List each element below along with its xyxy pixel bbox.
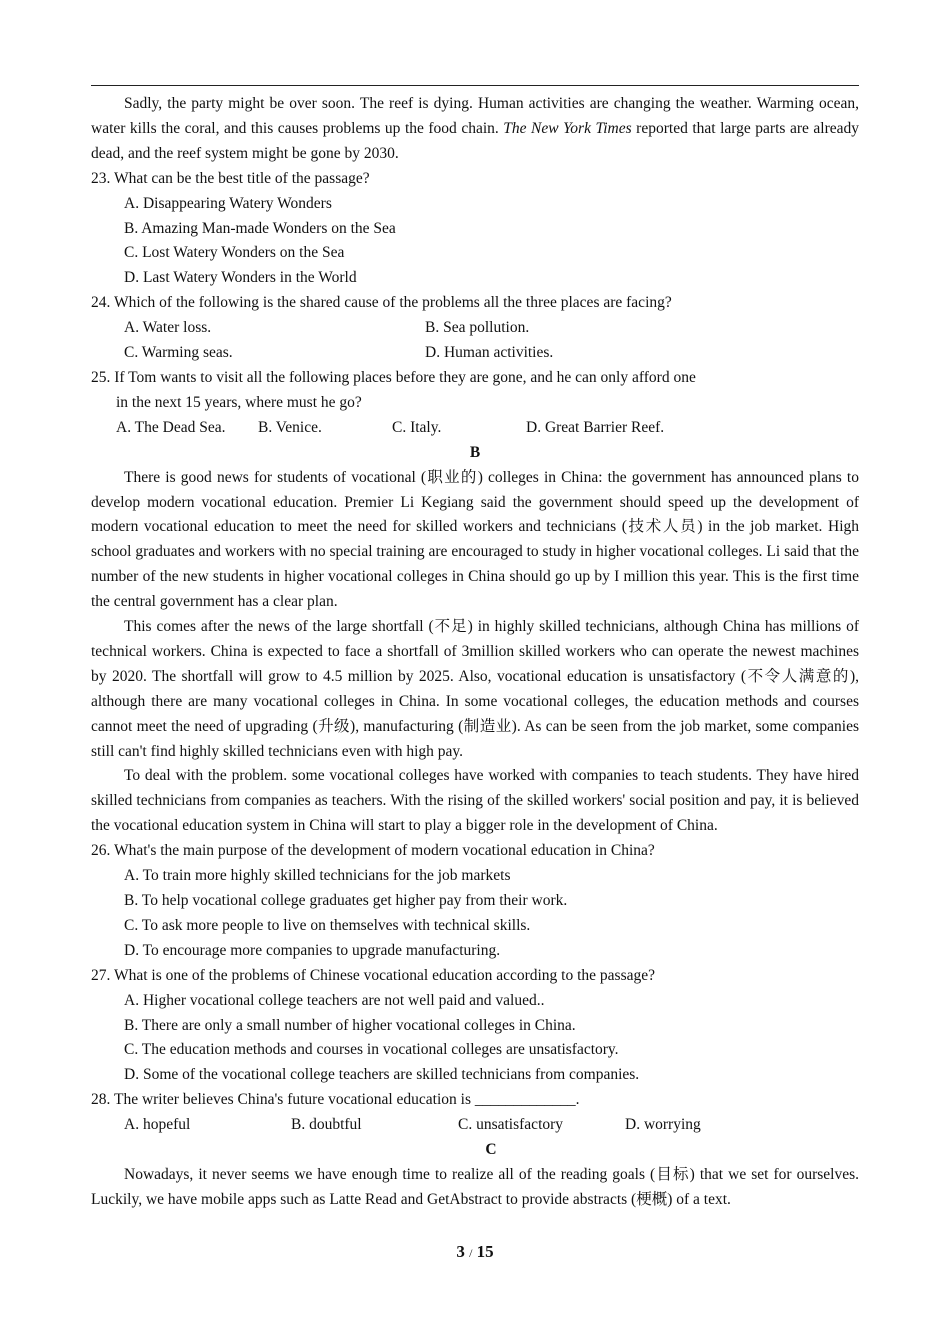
- question-23: 23. What can be the best title of the passage?: [91, 169, 370, 187]
- q23-option-d: D. Last Watery Wonders in the World: [124, 269, 357, 287]
- q25-option-b: B. Venice.: [258, 418, 322, 436]
- q28-option-b: B. doubtful: [291, 1116, 362, 1134]
- total-pages: 15: [476, 1242, 494, 1261]
- q26-option-a: A. To train more highly skilled technicians for the job markets: [124, 867, 511, 885]
- section-c-heading: C: [485, 1141, 497, 1159]
- question-25-line-1: 25. If Tom wants to visit all the following places before they are gone, and he can only afford one: [91, 368, 696, 386]
- section-b-paragraph-2: This comes after the news of the large shortfall (不足) in highly skilled technicians, although China has millions of technical workers. China is expected to face a shortfall of 3million skilled workers who can operate the newest machines by 2020. The shortfall will grow to 4.5 million by 2025. Also, vocational education is unsatisfactory (不令人满意的), although there are many vocational colleges in China. In some vocational colleges, the education methods and courses cannot meet the need of upgrading (升级), manufacturing (制造业). As can be seen from the job market, some companies still can't find highly skilled technicians even with high pay.: [91, 618, 859, 760]
- section-b-paragraph-3: To deal with the problem. some vocational colleges have worked with companies to teach students. They have hired skilled technicians from companies as teachers. With the rising of the skilled workers' social position and pay, it is believed the vocational education system in China will start to play a bigger role in the development of China.: [91, 767, 859, 835]
- question-24: 24. Which of the following is the shared cause of the problems all the three places are facing?: [91, 294, 672, 312]
- q23-option-c: C. Lost Watery Wonders on the Sea: [124, 244, 345, 262]
- current-page: 3: [456, 1242, 465, 1261]
- q25-option-a: A. The Dead Sea.: [116, 418, 226, 436]
- q24-option-c: C. Warming seas.: [124, 344, 233, 362]
- q23-option-a: A. Disappearing Watery Wonders: [124, 194, 332, 212]
- q26-option-b: B. To help vocational college graduates get higher pay from their work.: [124, 892, 568, 909]
- section-b-heading: B: [469, 443, 481, 461]
- passage-a-closing-paragraph: [91, 92, 859, 167]
- newspaper-title: The New York Times: [503, 119, 632, 137]
- question-25-line-2: in the next 15 years, where must he go?: [116, 393, 362, 411]
- q25-option-d: D. Great Barrier Reef.: [526, 418, 665, 436]
- q26-option-c: C. To ask more people to live on themselves with technical skills.: [124, 916, 531, 934]
- q28-options: [91, 1113, 859, 1138]
- question-26: 26. What's the main purpose of the development of modern vocational education in China?: [91, 842, 655, 860]
- question-28: 28. The writer believes China's future vocational education is _____________.: [91, 1091, 580, 1109]
- q28-option-d: D. worrying: [625, 1116, 701, 1134]
- header-rule: [91, 85, 859, 86]
- page-content: [91, 92, 859, 1213]
- q24-option-d: D. Human activities.: [425, 344, 554, 362]
- q24-options-row-2: [91, 341, 859, 366]
- q27-option-c: C. The education methods and courses in vocational colleges are unsatisfactory.: [124, 1041, 619, 1059]
- q25-options: [91, 416, 859, 441]
- q26-option-d: D. To encourage more companies to upgrade manufacturing.: [124, 941, 501, 959]
- q25-option-c: C. Italy.: [392, 418, 442, 436]
- section-b-paragraph-1: There is good news for students of vocational (职业的) colleges in China: the government has announced plans to develop modern vocational education. Premier Li Kegiang said the government should speed up the development of modern vocational education to meet the need for skilled workers and technicians (技术人员) in the job market. High school graduates and workers with no special training are encouraged to study in higher vocational colleges. Li said that the number of the new students in higher vocational colleges in China should go up by I million this year. This is the first time the central government has a clear plan.: [91, 468, 859, 611]
- q27-option-b: B. There are only a small number of higher vocational colleges in China.: [124, 1016, 576, 1034]
- q28-option-c: C. unsatisfactory: [458, 1116, 564, 1134]
- section-c-paragraph: Nowadays, it never seems we have enough time to realize all of the reading goals (目标) that we set for ourselves. Luckily, we have mobile apps such as Latte Read and GetAbstract to provide abstracts (梗概) of a text.: [91, 1165, 859, 1208]
- page-separator: /: [469, 1246, 473, 1260]
- q28-option-a: A. hopeful: [124, 1116, 191, 1134]
- q24-option-a: A. Water loss.: [124, 319, 212, 337]
- q23-option-b: B. Amazing Man-made Wonders on the Sea: [124, 219, 396, 237]
- page-number: [0, 1242, 950, 1262]
- q24-option-b: B. Sea pollution.: [425, 319, 530, 337]
- question-27: 27. What is one of the problems of Chinese vocational education according to the passage?: [91, 966, 656, 984]
- paragraph-text: reported that large parts are already dead, and the reef system might be gone by 2030.: [91, 119, 859, 162]
- q27-option-a: A. Higher vocational college teachers are not well paid and valued..: [124, 991, 545, 1009]
- q27-option-d: D. Some of the vocational college teachers are skilled technicians from companies.: [124, 1066, 640, 1084]
- paragraph-text: Sadly, the party might be over soon. The reef is dying. Human activities are changing the weather. Warming ocean, water kills the coral, and this causes problems up the food chain.: [91, 95, 859, 137]
- q24-options-row-1: [91, 316, 859, 341]
